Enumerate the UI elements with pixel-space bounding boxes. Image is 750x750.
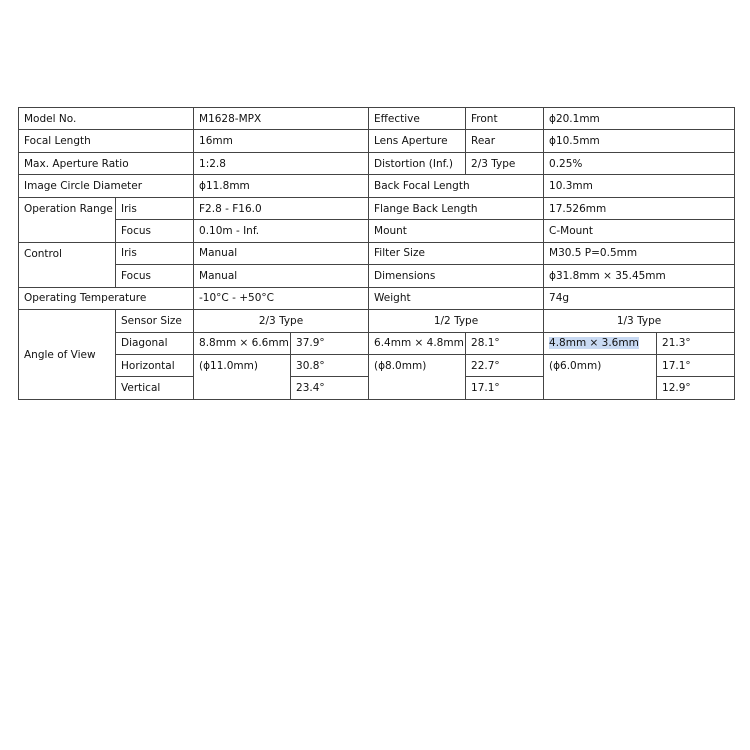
control-iris-label: Iris [116, 242, 194, 264]
lens-spec-table [18, 107, 735, 400]
vertical-angle-2-3: 23.4° [291, 377, 369, 400]
focal-length-label: Focal Length [19, 130, 194, 152]
vertical-angle-1-3: 12.9° [657, 377, 735, 400]
table-row [19, 354, 735, 376]
dimensions-label: Dimensions [369, 265, 544, 287]
filter-size-label: Filter Size [369, 242, 544, 264]
operation-focus-label: Focus [116, 220, 194, 242]
selected-text[interactable]: 4.8mm × 3.6mm [549, 337, 639, 350]
front-value: ϕ20.1mm [544, 108, 735, 130]
model-value: M1628-MPX [194, 108, 369, 130]
weight-value: 74g [544, 287, 735, 309]
operation-iris-label: Iris [116, 197, 194, 219]
aperture-ratio-label: Max. Aperture Ratio [19, 152, 194, 174]
diagonal-angle-2-3: 37.9° [291, 332, 369, 354]
vertical-angle-1-2: 17.1° [466, 377, 544, 400]
distortion-type: 2/3 Type [466, 152, 544, 174]
mount-value: C-Mount [544, 220, 735, 242]
aperture-ratio-value: 1:2.8 [194, 152, 369, 174]
operation-range-label: Operation Range [19, 197, 116, 242]
table-row [19, 265, 735, 287]
operating-temperature-label: Operating Temperature [19, 287, 194, 309]
table-row [19, 310, 735, 332]
back-focal-value: 10.3mm [544, 175, 735, 197]
vertical-label: Vertical [116, 377, 194, 400]
control-iris-value: Manual [194, 242, 369, 264]
focal-length-value: 16mm [194, 130, 369, 152]
diagonal-angle-1-3: 21.3° [657, 332, 735, 354]
operation-focus-value: 0.10m - Inf. [194, 220, 369, 242]
image-circle-1-3: (ϕ6.0mm) [544, 354, 657, 399]
table-row [19, 152, 735, 174]
weight-label: Weight [369, 287, 544, 309]
angle-of-view-label: Angle of View [19, 310, 116, 400]
effective-label: Effective [369, 108, 466, 130]
image-circle-value: ϕ11.8mm [194, 175, 369, 197]
sensor-dimensions-2-3: 8.8mm × 6.6mm [194, 332, 291, 354]
sensor-type-1-3: 1/3 Type [544, 310, 735, 332]
distortion-label: Distortion (Inf.) [369, 152, 466, 174]
sensor-dimensions-1-3[interactable] [544, 332, 657, 354]
rear-label: Rear [466, 130, 544, 152]
image-circle-2-3: (ϕ11.0mm) [194, 354, 291, 399]
control-focus-label: Focus [116, 265, 194, 287]
lens-aperture-label: Lens Aperture [369, 130, 466, 152]
horizontal-angle-1-3: 17.1° [657, 354, 735, 376]
image-circle-label: Image Circle Diameter [19, 175, 194, 197]
horizontal-angle-2-3: 30.8° [291, 354, 369, 376]
rear-value: ϕ10.5mm [544, 130, 735, 152]
control-focus-value: Manual [194, 265, 369, 287]
sensor-type-2-3: 2/3 Type [194, 310, 369, 332]
sensor-type-1-2: 1/2 Type [369, 310, 544, 332]
table-row [19, 242, 735, 264]
sensor-dimensions-1-2: 6.4mm × 4.8mm [369, 332, 466, 354]
table-row [19, 287, 735, 309]
sensor-size-label: Sensor Size [116, 310, 194, 332]
table-row [19, 197, 735, 219]
operation-iris-value: F2.8 - F16.0 [194, 197, 369, 219]
table-row [19, 332, 735, 354]
distortion-value: 0.25% [544, 152, 735, 174]
image-circle-1-2: (ϕ8.0mm) [369, 354, 466, 399]
operating-temperature-value: -10°C - +50°C [194, 287, 369, 309]
diagonal-label: Diagonal [116, 332, 194, 354]
table-row [19, 175, 735, 197]
filter-size-value: M30.5 P=0.5mm [544, 242, 735, 264]
control-label: Control [19, 242, 116, 287]
model-label: Model No. [19, 108, 194, 130]
mount-label: Mount [369, 220, 544, 242]
front-label: Front [466, 108, 544, 130]
flange-back-value: 17.526mm [544, 197, 735, 219]
horizontal-label: Horizontal [116, 354, 194, 376]
back-focal-label: Back Focal Length [369, 175, 544, 197]
table-row [19, 108, 735, 130]
flange-back-label: Flange Back Length [369, 197, 544, 219]
dimensions-value: ϕ31.8mm × 35.45mm [544, 265, 735, 287]
horizontal-angle-1-2: 22.7° [466, 354, 544, 376]
table-row [19, 130, 735, 152]
diagonal-angle-1-2: 28.1° [466, 332, 544, 354]
table-row [19, 220, 735, 242]
